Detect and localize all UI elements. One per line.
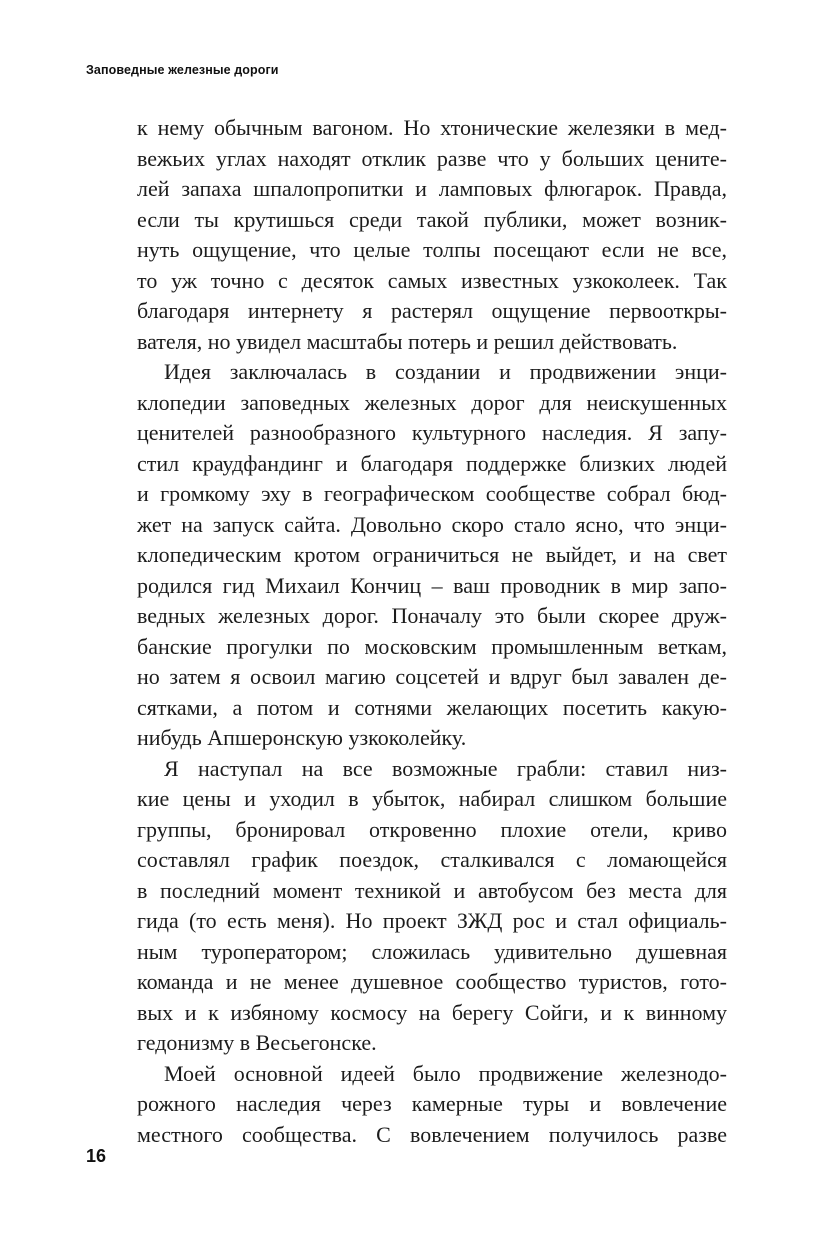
text-line: в последний момент техникой и автобусом без места для — [137, 877, 727, 903]
text-line: но затем я освоил магию соцсетей и вдруг был завален де- — [137, 664, 727, 689]
text-line: Я наступал на все возможные грабли: ставил низ- — [164, 755, 727, 781]
text-line: нуть ощущение, что целые толпы посещают если не все, — [137, 237, 727, 262]
text-line: вателя, но увидел масштабы потерь и решил действовать. — [137, 328, 678, 354]
text-line: сятками, а потом и сотнями желающих посетить какую- — [137, 694, 727, 720]
running-head: Заповедные железные дороги — [86, 63, 279, 77]
text-line: ным туроператором; сложилась удивительно душевная — [137, 938, 727, 964]
body-text — [137, 113, 727, 1150]
text-line: если ты крутишься среди такой публики, может возник- — [137, 206, 727, 232]
text-line: вежьих углах находят отклик разве что у больших цените- — [137, 145, 727, 171]
text-line: команда и не менее душевное сообщество туристов, гото- — [137, 969, 727, 994]
page-number: 16 — [86, 1146, 107, 1166]
text-line: благодаря интернету я растерял ощущение первооткры- — [137, 298, 727, 323]
text-line: ценителей разнообразного культурного наследия. Я запу- — [137, 420, 727, 445]
text-line: родился гид Михаил Кончиц – ваш проводник в мир запо- — [137, 572, 727, 598]
text-line: местного сообщества. С вовлечением получилось разве — [137, 1121, 727, 1147]
text-line: гида (то есть меня). Но проект ЗЖД рос и стал официаль- — [137, 908, 727, 933]
text-line: Моей основной идеей было продвижение железнодо- — [164, 1060, 727, 1086]
text-line: банские прогулки по московским промышленным веткам, — [137, 633, 727, 659]
text-line: клопедическим кротом ограничиться не выйдет, и на свет — [137, 542, 727, 567]
text-line: ведных железных дорог. Поначалу это были скорее друж- — [137, 603, 727, 628]
text-line: Идея заключалась в создании и продвижении энци- — [164, 359, 727, 384]
text-line: вых и к избяному космосу на берегу Сойги, и к винному — [137, 999, 727, 1025]
text-line: гедонизму в Весьегонске. — [137, 1030, 377, 1055]
text-line: жет на запуск сайта. Довольно скоро стало ясно, что энци- — [137, 511, 727, 537]
text-line: кие цены и уходил в убыток, набирал слишком большие — [137, 786, 727, 811]
text-line: нибудь Апшеронскую узкоколейку. — [137, 725, 467, 750]
text-line: рожного наследия через камерные туры и вовлечение — [137, 1091, 727, 1116]
text-line: и громкому эху в географическом сообществе собрал бюд- — [137, 481, 727, 506]
text-line: клопедии заповедных железных дорог для неискушенных — [137, 389, 727, 415]
text-line: группы, бронировал откровенно плохие отели, криво — [137, 816, 727, 842]
text-line: к нему обычным вагоном. Но хтонические железяки в мед- — [137, 115, 727, 140]
text-line: лей запаха шпалопропитки и ламповых флюгарок. Правда, — [137, 176, 727, 201]
text-line: то уж точно с десяток самых известных узкоколеек. Так — [137, 267, 727, 293]
text-line: составлял график поездок, сталкивался с ломающейся — [137, 847, 727, 872]
text-line: стил краудфандинг и благодаря поддержке близких людей — [137, 450, 727, 476]
